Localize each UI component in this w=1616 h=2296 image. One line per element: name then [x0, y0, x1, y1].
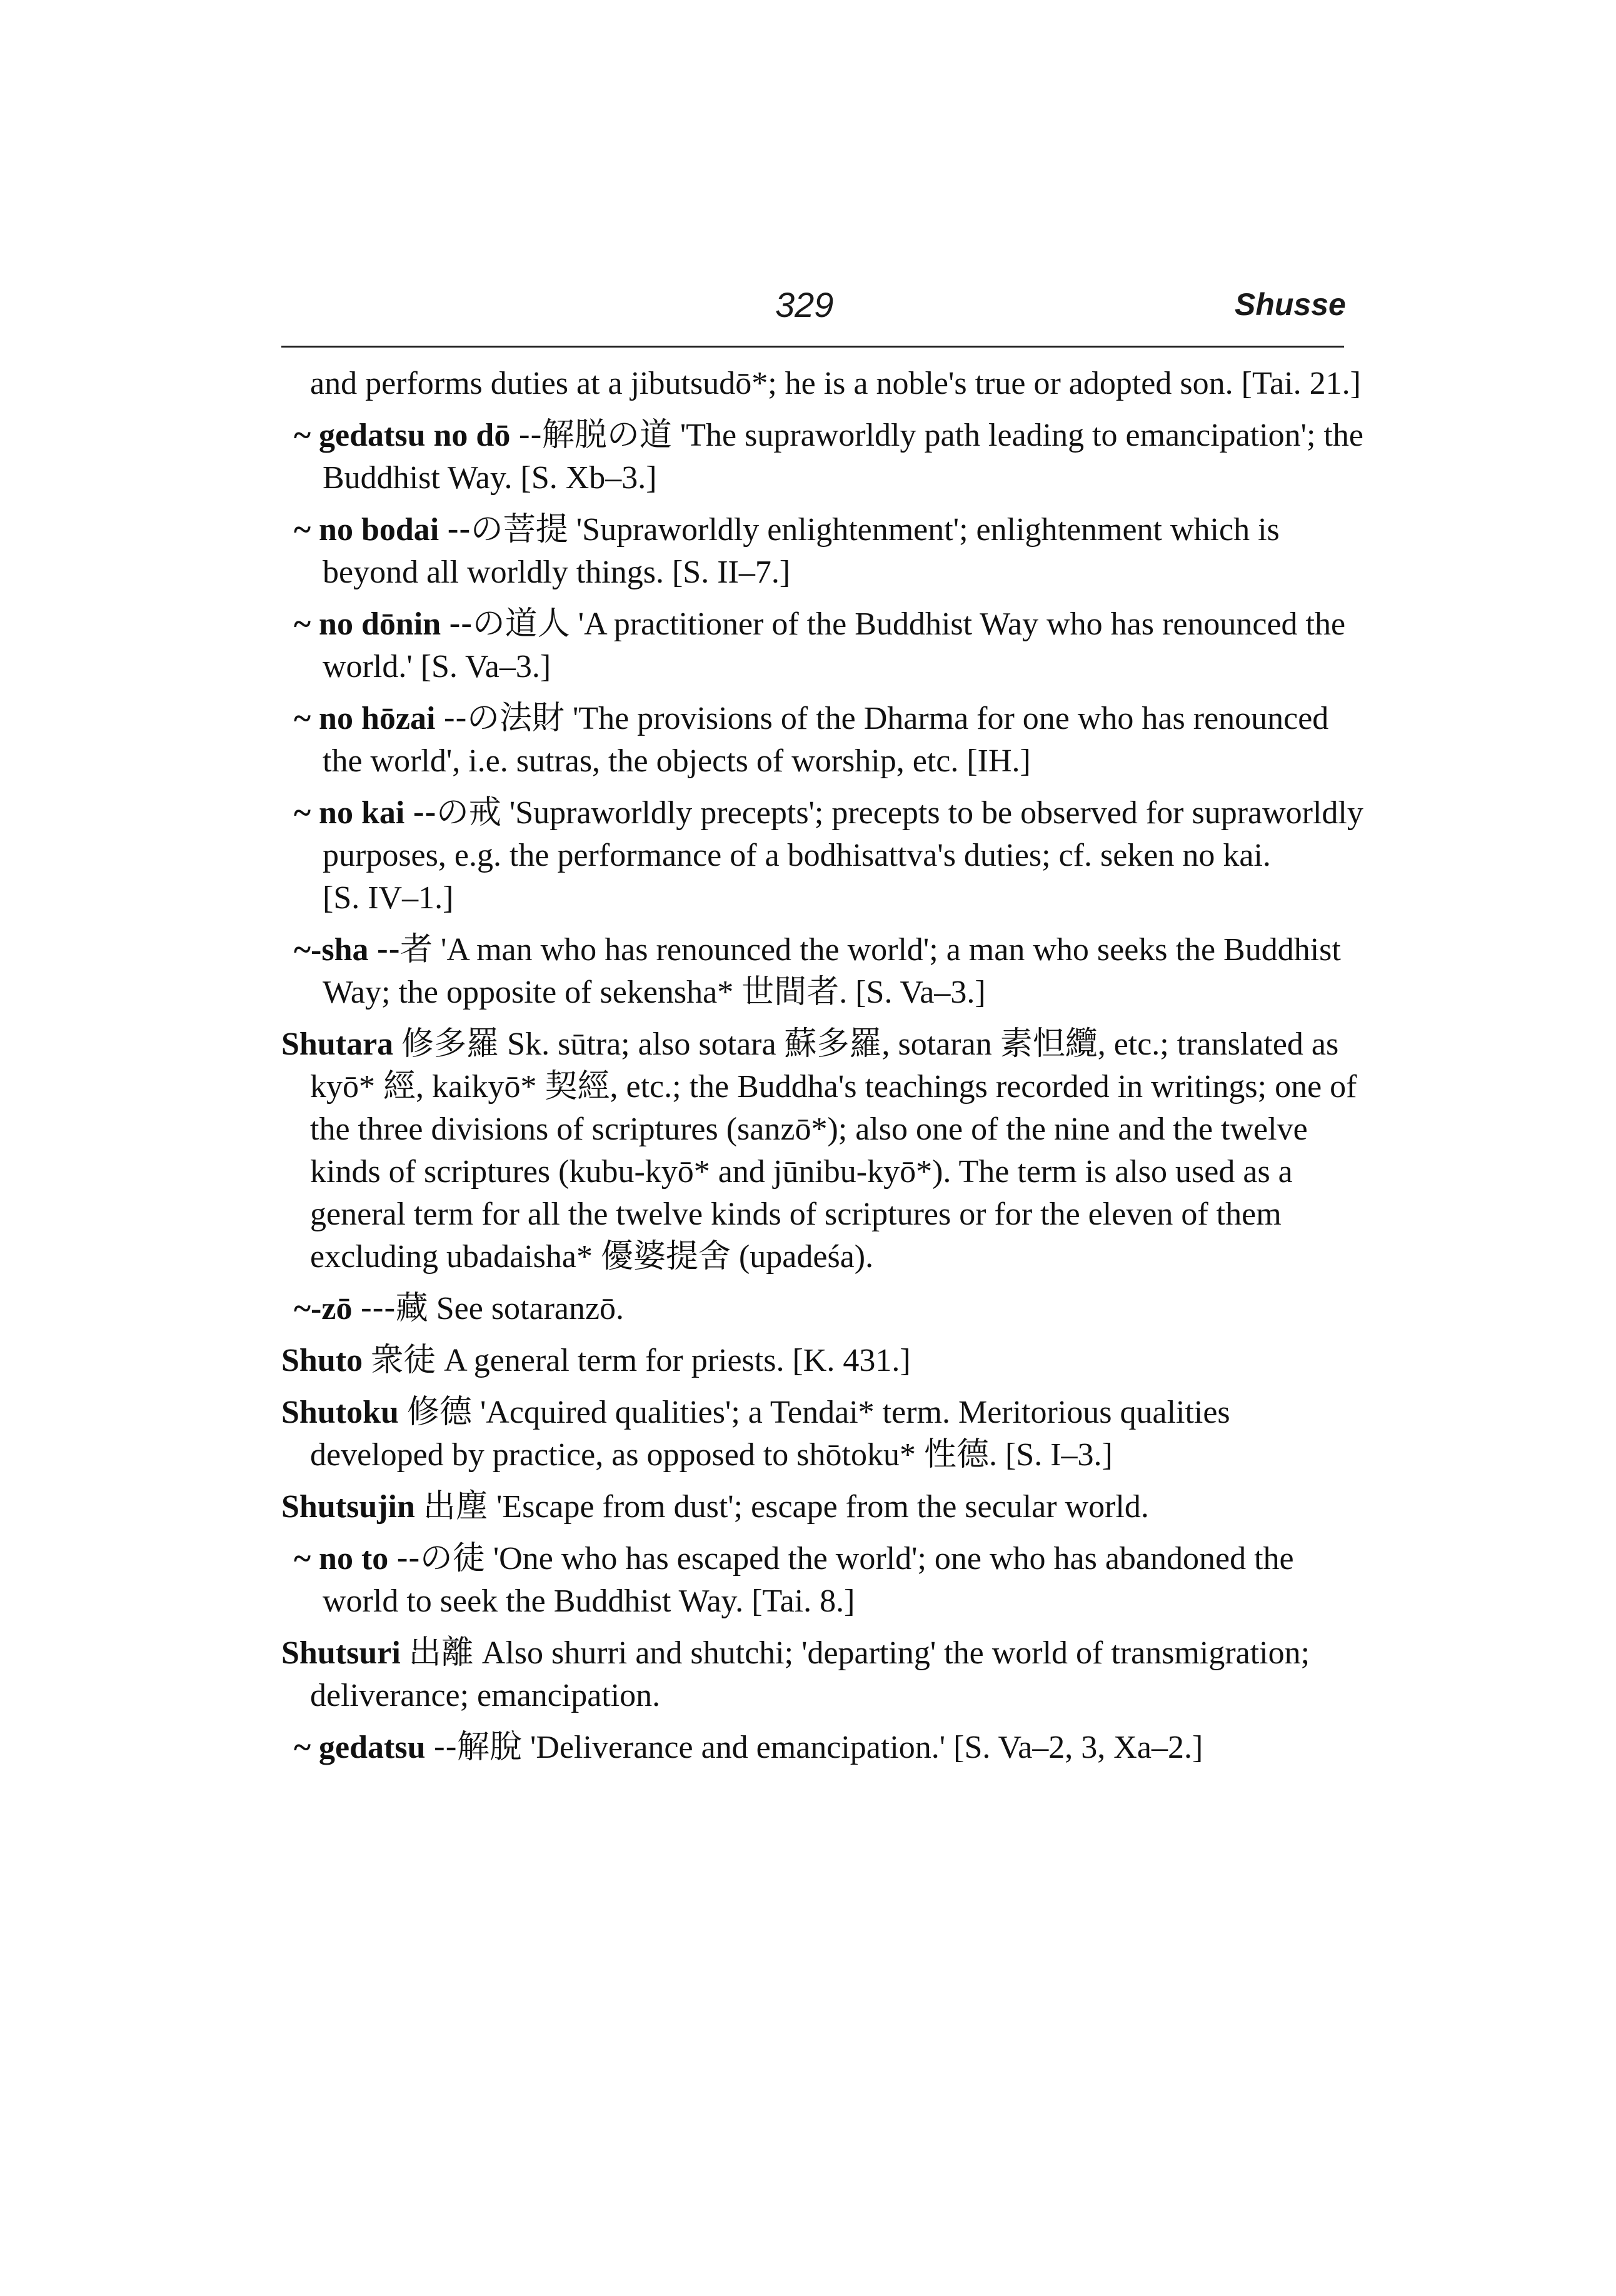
entry-headword: ~ no bodai: [294, 512, 439, 548]
entry-definition: Sk. sūtra; also sotara 蘇多羅, sotaran 素怛纜, etc.; translated as kyō* 經, kaikyō* 契經, etc.; the Buddha's teachings recorded in writings; one of the three divisions of scriptures (sanzō*); also one of the nine and the twelve kinds of scriptures (kubu-kyō* and jūnibu-kyō*). The term is also used as a general term for all the twelve kinds of scriptures or for the eleven of them excluding ubadaisha* 優婆提舍 (upadeśa).: [310, 1026, 1357, 1275]
entry-definition: See sotaranzō.: [436, 1291, 625, 1326]
entry-definition: 'The provisions of the Dharma for one who has renounced the world', i.e. sutras, the objects of worship, etc.: [323, 701, 1329, 779]
entry-definition: 'One who has escaped the world'; one who has abandoned the world to seek the Buddhist Way.: [323, 1541, 1294, 1619]
entry: [294, 1287, 1369, 1330]
entry-headword: ~-zō: [294, 1291, 353, 1326]
entry-definition: 'A practitioner of the Buddhist Way who has renounced the world.': [323, 606, 1346, 684]
entry-japanese: 出塵: [423, 1488, 488, 1525]
entry-definition: 'The supraworldly path leading to emancipation'; the Buddhist Way.: [323, 418, 1363, 496]
entry-reference: [S. Xb–3.]: [520, 460, 657, 496]
entry-headword: ~ no kai: [294, 795, 405, 831]
entry: [294, 603, 1369, 688]
entry-japanese: 出離: [408, 1634, 474, 1672]
entry-headword: ~ no to: [294, 1541, 389, 1577]
entry-headword: ~ gedatsu: [294, 1730, 426, 1765]
entry-headword: Shutoku: [281, 1395, 399, 1430]
dictionary-entries: [281, 363, 1369, 1778]
entry: [294, 508, 1369, 594]
entry: [281, 1485, 1369, 1528]
entry-headword: Shuto: [281, 1343, 363, 1378]
entry-definition: 'Acquired qualities'; a Tendai* term. Meritorious qualities developed by practice, as opposed to shōtoku* 性德.: [310, 1395, 1230, 1473]
entry-definition: 'Escape from dust'; escape from the secular world.: [496, 1489, 1149, 1525]
entry: [281, 1391, 1369, 1476]
entry-japanese: --の道人: [449, 605, 570, 643]
page-header: [0, 275, 1616, 350]
entry: [281, 1632, 1369, 1717]
entry-headword: Shutsuri: [281, 1635, 401, 1671]
entry-reference: [S. IV–1.]: [323, 880, 454, 916]
page-number: 329: [775, 285, 834, 324]
running-head: Shusse: [1235, 287, 1346, 322]
entry-japanese: --解脱の道: [518, 416, 672, 454]
entry-japanese: 衆徒: [371, 1341, 436, 1379]
entry: [294, 791, 1369, 920]
entry-reference: [S. Va–2, 3, Xa–2.]: [953, 1730, 1203, 1765]
header-rule: [281, 346, 1344, 348]
entry-reference: [S. Va–3.]: [420, 649, 551, 684]
entry-japanese: --の徒: [396, 1540, 485, 1577]
entry-reference: [Tai. 8.]: [751, 1583, 855, 1619]
entry-japanese: --解脫: [433, 1728, 523, 1766]
entry-definition: Also shurri and shutchi; 'departing' the world of transmigration; deliverance; emancipation.: [310, 1635, 1310, 1713]
entry: [294, 1726, 1369, 1769]
entry-headword: Shutara: [281, 1026, 394, 1062]
entry-japanese: --の法財: [443, 699, 565, 737]
entry-reference: [S. II–7.]: [671, 554, 791, 590]
entry-japanese: ---藏: [360, 1290, 428, 1327]
entry-japanese: --の戒: [413, 794, 501, 831]
entry: [281, 1339, 1369, 1382]
entry: [294, 1537, 1369, 1623]
entry-headword: ~ gedatsu no dō: [294, 418, 511, 453]
entry-headword: ~ no hōzai: [294, 701, 436, 736]
entry-japanese: --の菩提: [447, 511, 568, 548]
entry-japanese: 修多羅: [401, 1025, 499, 1063]
entry-headword: ~ no dōnin: [294, 606, 441, 642]
entry: [281, 1023, 1369, 1278]
entry-continuation: [281, 363, 1369, 405]
entry-definition: and performs duties at a jibutsudō*; he is a noble's true or adopted son.: [310, 366, 1233, 401]
entry-reference: [S. I–3.]: [1005, 1437, 1113, 1473]
entry-definition: 'Supraworldly precepts'; precepts to be observed for supraworldly purposes, e.g. the performance of a bodhisattva's duties; cf. seken no kai.: [323, 795, 1363, 873]
entry: [294, 414, 1369, 499]
entry-definition: 'Deliverance and emancipation.': [530, 1730, 946, 1765]
entry-definition: 'A man who has renounced the world'; a man who seeks the Buddhist Way; the opposite of sekensha* 世間者.: [323, 932, 1341, 1010]
entry-reference: [IH.]: [966, 743, 1031, 779]
entry-definition: 'Supraworldly enlightenment'; enlightenment which is beyond all worldly things.: [323, 512, 1280, 590]
entry-japanese: --者: [376, 931, 433, 968]
entry-japanese: 修德: [406, 1393, 472, 1431]
entry-reference: [S. Va–3.]: [855, 975, 986, 1010]
entry-reference: [Tai. 21.]: [1241, 366, 1361, 401]
entry-definition: A general term for priests.: [444, 1343, 785, 1378]
entry-headword: Shutsujin: [281, 1489, 415, 1525]
entry: [294, 697, 1369, 783]
entry-headword: ~-sha: [294, 932, 369, 968]
entry: [294, 928, 1369, 1014]
entry-reference: [K. 431.]: [792, 1343, 911, 1378]
